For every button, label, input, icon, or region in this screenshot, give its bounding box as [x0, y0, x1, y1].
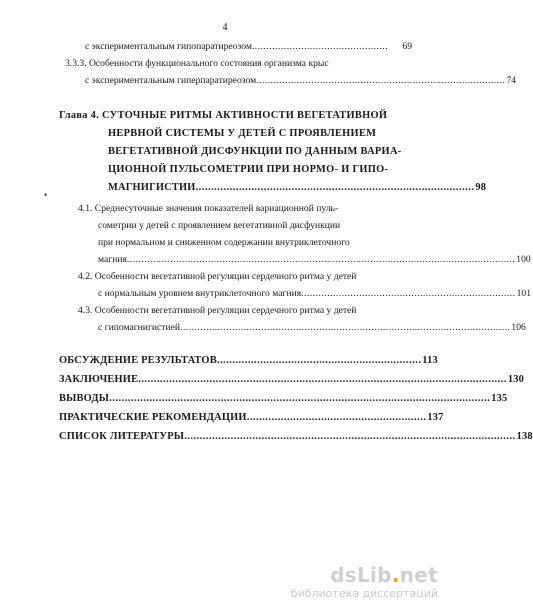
chapter-heading-text: МАГНИГИСТИИ [108, 182, 196, 193]
toc-entry-text: с экспериментальным гипопаратиреозом [85, 41, 252, 52]
toc-leader: .......................................................................................... [195, 182, 475, 193]
chapter-heading-line: ВЕГЕТАТИВНОЙ ДИСФУНКЦИИ ПО ДАННЫМ ВАРИА- [108, 146, 402, 157]
section-text: с гипомагнигистией [98, 322, 180, 333]
toc-back-matter [59, 431, 533, 443]
site-watermark [291, 565, 438, 601]
section-page: 106 [511, 322, 526, 333]
section-text: 4.1. Среднесуточные значения показателей вариационной пуль- [78, 203, 339, 214]
watermark-logo [291, 565, 438, 585]
toc-leader: .......................................................... [246, 412, 427, 423]
chapter-heading-line: НЕРВНОЙ СИСТЕМЫ У ДЕТЕЙ С ПРОЯВЛЕНИЕМ [108, 128, 377, 139]
watermark-subtitle: библиотека диссертаций [290, 587, 438, 600]
section-page: 100 [516, 254, 531, 265]
back-matter-page: 137 [427, 412, 444, 423]
chapter-page: 98 [475, 182, 487, 193]
toc-back-matter [59, 412, 444, 424]
section-line [98, 220, 340, 232]
section-line [98, 254, 531, 266]
toc-entry-page: 69 [402, 41, 412, 52]
toc-back-matter [59, 355, 438, 367]
toc-entry-page: 74 [506, 75, 517, 86]
chapter-heading-line: ЦИОННОЙ ПУЛЬСОМЕТРИИ ПРИ НОРМО- И ГИПО- [108, 164, 389, 175]
back-matter-text: СПИСОК ЛИТЕРАТУРЫ [59, 431, 185, 442]
back-matter-page: 138 [516, 431, 533, 442]
section-line [98, 322, 526, 334]
toc-leader: .......................................................................... [301, 288, 516, 299]
toc-leader: .................................................................. [216, 355, 422, 366]
back-matter-page: 130 [507, 374, 525, 385]
chapter-heading-line: Глава 4. СУТОЧНЫЕ РИТМЫ АКТИВНОСТИ ВЕГЕТАТИВНОЙ [59, 110, 388, 121]
toc-back-matter [59, 393, 508, 405]
toc-entry-text: с экспериментальным гиперпаратиреозом [85, 75, 257, 86]
margin-mark: • [44, 190, 48, 200]
toc-leader: ........................................................................................................... [184, 431, 516, 442]
section-text: магния [98, 254, 127, 265]
section-line [78, 305, 356, 317]
toc-leader: .................................................................................................................. [180, 322, 511, 333]
back-matter-text: ПРАКТИЧЕСКИЕ РЕКОМЕНДАЦИИ [59, 412, 247, 423]
chapter-heading-last [108, 180, 487, 196]
toc-leader: ............................................... [251, 41, 389, 52]
back-matter-text: ОБСУЖДЕНИЕ РЕЗУЛЬТАТОВ [59, 355, 217, 366]
section-text: при нормальном и сниженном содержании внутриклеточного [98, 237, 350, 248]
toc-leader: ...................................................................................................................................... [126, 254, 516, 265]
back-matter-text: ВЫВОДЫ [59, 393, 110, 404]
toc-entry [85, 41, 412, 53]
section-page: 101 [516, 288, 532, 299]
section-line [98, 237, 350, 249]
back-matter-page: 113 [422, 355, 438, 366]
section-text: с нормальным уровнем внутриклеточного магния [98, 288, 302, 299]
section-text: 4.3. Особенности вегетативной регуляции сердечного ритма у детей [78, 305, 357, 316]
toc-entry-text: 3.3.3. Особенности функционального состояния организма крыс [65, 58, 329, 69]
toc-leader: ........................................................................................................................... [109, 393, 491, 404]
section-line [78, 203, 338, 215]
section-text: 4.2. Особенности вегетативной регуляции сердечного ритма у детей [78, 271, 357, 282]
section-text: сометрии у детей с проявлением вегетативной дисфункции [98, 220, 341, 231]
back-matter-page: 135 [491, 393, 508, 404]
section-line [98, 288, 532, 300]
toc-leader: ....................................................................................................................... [138, 374, 507, 385]
page-number: 4 [222, 22, 228, 33]
toc-entry [65, 58, 329, 70]
section-line [78, 271, 356, 283]
watermark-logo-dot: . [391, 563, 400, 587]
toc-back-matter [59, 374, 525, 386]
toc-entry [85, 75, 517, 87]
back-matter-text: ЗАКЛЮЧЕНИЕ [59, 374, 139, 385]
watermark-logo-tld: net [399, 563, 438, 587]
toc-leader: ...................................................................................... [256, 75, 506, 86]
watermark-logo-main: dsLib [330, 563, 392, 587]
